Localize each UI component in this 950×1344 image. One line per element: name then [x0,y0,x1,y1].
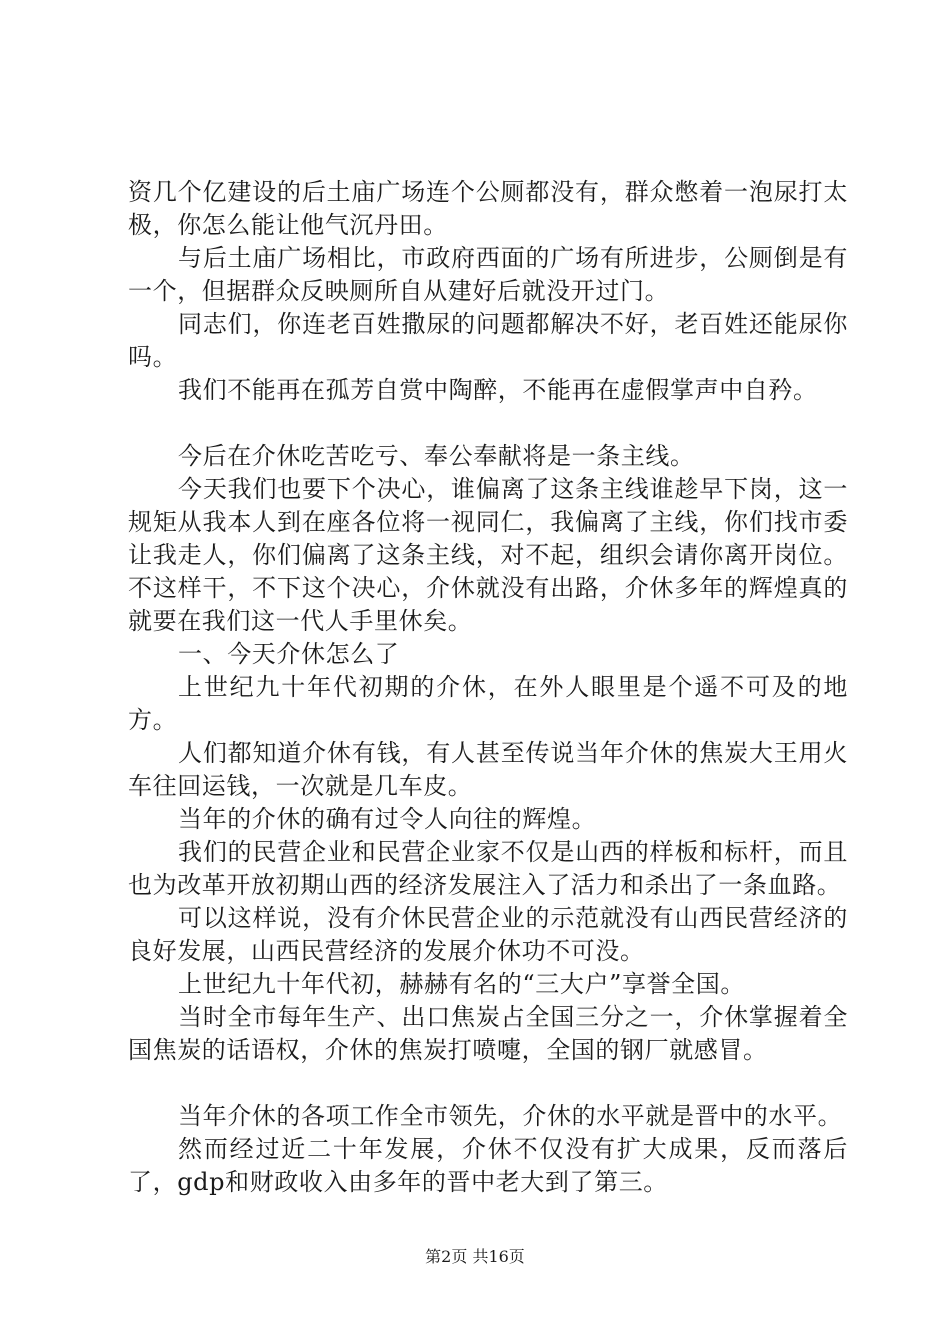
paragraph-gap [128,407,848,440]
paragraph: 当时全市每年生产、出口焦炭占全国三分之一，介休掌握着全国焦炭的话语权，介休的焦炭打喷嚏，全国的钢厂就感冒。 [128,1003,848,1064]
paragraph-gap [128,1067,848,1100]
paragraph: 同志们，你连老百姓撒尿的问题都解决不好，老百姓还能尿你吗。 [128,310,848,371]
paragraph: 今天我们也要下个决心，谁偏离了这条主线谁趁早下岗，这一规矩从我本人到在座各位将一视同仁，我偏离了主线，你们找市委让我走人，你们偏离了这条主线，对不起，组织会请你离开岗位。不这样干，不下这个决心，介休就没有出路，介休多年的辉煌真的就要在我们这一代人手里休矣。 [128,475,848,635]
paragraph: 上世纪九十年代初期的介休，在外人眼里是个遥不可及的地方。 [128,673,848,734]
paragraph: 上世纪九十年代初，赫赫有名的“三大户”享誉全国。 [178,970,745,998]
paragraph: 今后在介休吃苦吃亏、奉公奉献将是一条主线。 [178,442,695,470]
document-body [128,176,848,1199]
paragraph: 我们不能再在孤芳自赏中陶醉，不能再在虚假掌声中自矜。 [178,376,818,404]
section-heading: 一、今天介休怎么了 [178,640,400,668]
paragraph: 我们的民营企业和民营企业家不仅是山西的样板和标杆，而且也为改革开放初期山西的经济发展注入了活力和杀出了一条血路。 [128,838,848,899]
paragraph: 资几个亿建设的后土庙广场连个公厕都没有，群众憋着一泡尿打太极，你怎么能让他气沉丹田。 [128,178,848,239]
paragraph: 人们都知道介休有钱，有人甚至传说当年介休的焦炭大王用火车往回运钱，一次就是几车皮。 [128,739,848,800]
paragraph: 当年介休的各项工作全市领先，介休的水平就是晋中的水平。 [178,1102,843,1130]
paragraph: 当年的介休的确有过令人向往的辉煌。 [178,805,597,833]
paragraph: 可以这样说，没有介休民营企业的示范就没有山西民营经济的良好发展，山西民营经济的发展介休功不可没。 [128,904,848,965]
paragraph: 与后土庙广场相比，市政府西面的广场有所进步，公厕倒是有一个，但据群众反映厕所自从建好后就没开过门。 [128,244,848,305]
page-number-footer: 第2页 共16页 [425,1247,525,1266]
paragraph: 然而经过近二十年发展，介休不仅没有扩大成果，反而落后了，gdp和财政收入由多年的晋中老大到了第三。 [128,1135,848,1196]
